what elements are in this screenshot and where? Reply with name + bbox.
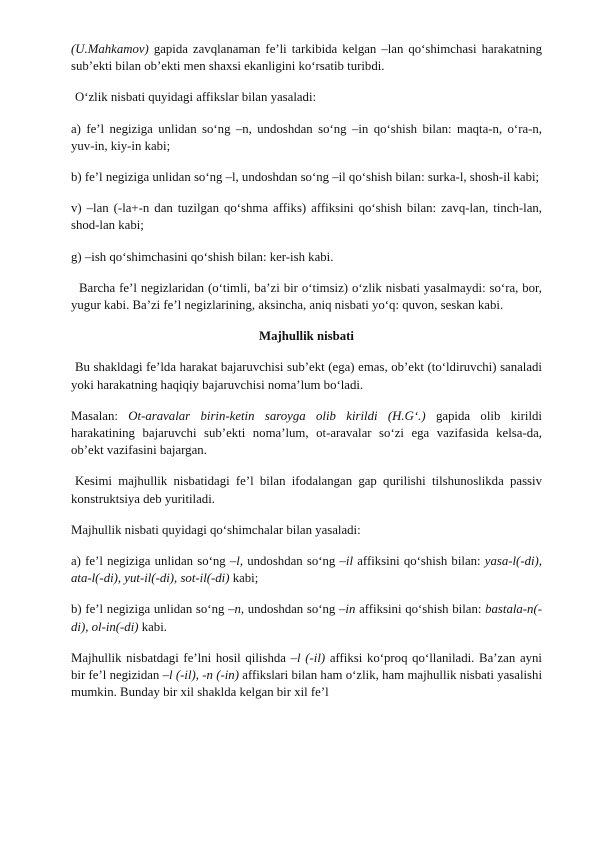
list-item-g: g) –ish qo‘shimchasini qo‘shish bilan: ker-ish kabi. xyxy=(71,249,334,264)
paragraph-intro: (U.Mahkamov) gapida zavqlanaman fe’li tarkibida kelgan –lan qo‘shimchasi harakatning sub’ekti bilan ob’ekti men shaxsi ekanligini ko‘rsatib turibdi. xyxy=(71,42,542,74)
examples: bastala-n(-di), ol-in(-di) xyxy=(71,602,542,634)
paragraph-usage: Majhullik nisbatdagi fe’lni hosil qilishda –l (-il) affiksi ko‘proq qo‘llaniladi. Ba’zan ayni bir fe’l negizidan –l (-il), -n (-in) affikslari bilan ham o‘zlik, ham majhullik nisbati yasalishi mumkin. Bunday bir xil shaklda kelgan bir xil fe’l xyxy=(71,650,542,700)
document-page xyxy=(71,41,542,715)
paragraph-passive: Kesimi majhullik nisbatidagi fe’l bilan ifodalangan gap qurilishi tilshunoslikda passiv konstruktsiya deb yuritiladi. xyxy=(71,474,542,506)
examples: yasa-l(-di), ata-l(-di), yut-il(-di), sot-il(-di) xyxy=(71,554,542,586)
citation-ref: (U.Mahkamov) xyxy=(71,42,149,56)
paragraph-majhul-affixes: Majhullik nisbati quyidagi qo‘shimchalar bilan yasaladi: xyxy=(71,522,361,537)
paragraph-ozlik-affixes: O‘zlik nisbati quyidagi affikslar bilan yasaladi: xyxy=(75,90,317,105)
list-item-b: b) fe’l negiziga unlidan so‘ng –l, undoshdan so‘ng –il qo‘shish bilan: surka-l, shosh-il kabi; xyxy=(71,170,540,185)
paragraph-definition: Bu shakldagi fe’lda harakat bajaruvchisi sub’ekt (ega) emas, ob’ekt (to‘ldiruvchi) sanaladi yoki harakatning haqiqiy bajaruvchisi noma’lum bo‘ladi. xyxy=(71,360,542,392)
paragraph-barcha: Barcha fe’l negizlaridan (o‘timli, ba’zi bir o‘timsiz) o‘zlik nisbati yasalmaydi: so‘ra, bor, yugur kabi. Ba’zi fe’l negizlarining, aksincha, aniq nisbati yo‘q: quvon, seskan kabi. xyxy=(71,280,542,313)
paragraph-example: Masalan: Ot-aravalar birin-ketin saroyga olib kirildi (H.G‘.) gapida olib kirildi harakatining bajaruvchi sub’ekti noma’lum, ot-aravalar so‘zi ega vazifasida kelsa-da, ob’ekt vazifasini bajargan. xyxy=(71,408,542,458)
example-sentence: Ot-aravalar birin-ketin saroyga olib kirildi (H.G‘.) xyxy=(128,408,426,423)
list-item-v: v) –lan (-la+-n dan tuzilgan qo‘shma affiks) affiksini qo‘shish bilan: zavq-lan, tinch-lan, shod-lan kabi; xyxy=(71,201,542,233)
section-heading: Majhullik nisbati xyxy=(259,329,354,344)
list-item-majhul-a: a) fe’l negiziga unlidan so‘ng –l, undoshdan so‘ng –il affiksini qo‘shish bilan: yasa-l(-di), ata-l(-di), yut-il(-di), sot-il(-di) kabi; xyxy=(71,554,542,586)
list-item-a: a) fe’l negiziga unlidan so‘ng –n, undoshdan so‘ng –in qo‘shish bilan: maqta-n, o‘ra-n, yuv-in, kiy-in kabi; xyxy=(71,121,542,153)
list-item-majhul-b: b) fe’l negiziga unlidan so‘ng –n, undoshdan so‘ng –in affiksini qo‘shish bilan: bastala-n(-di), ol-in(-di) kabi. xyxy=(71,602,542,634)
